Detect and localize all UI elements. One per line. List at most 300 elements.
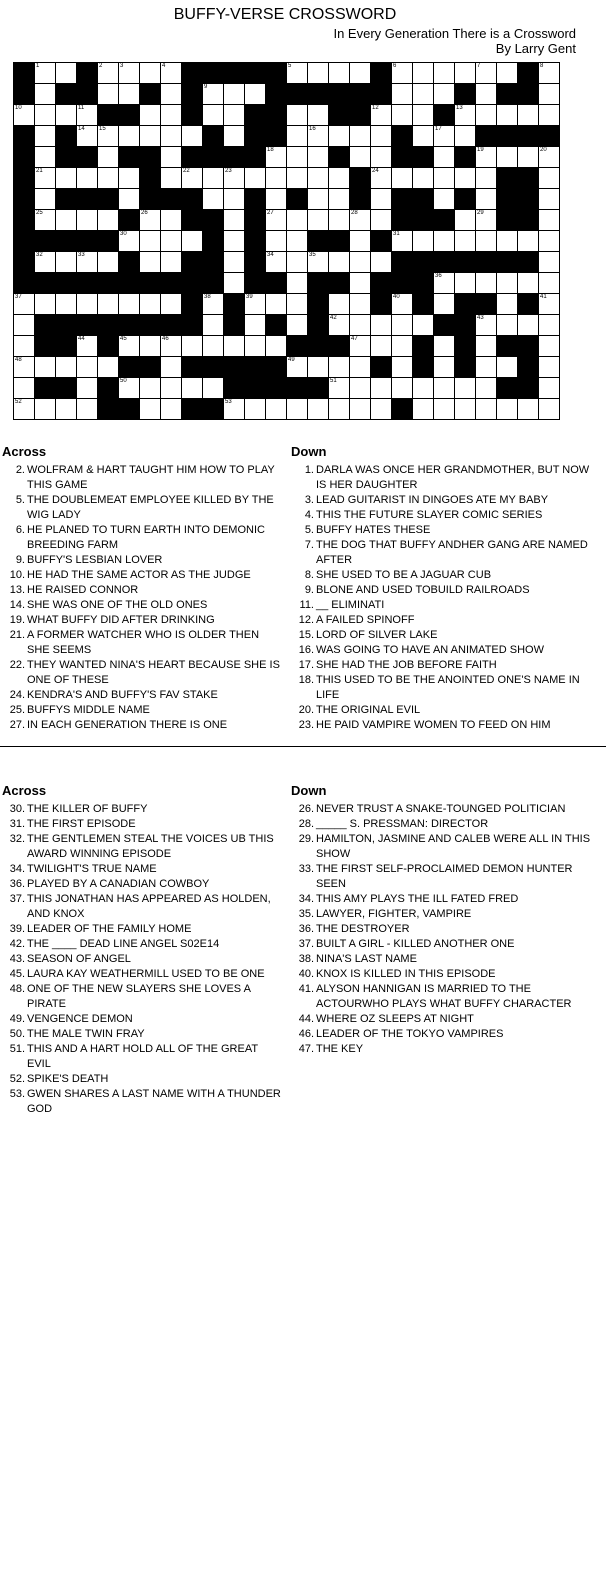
clue-text: A FAILED SPINOFF [316,614,415,626]
grid-cell [140,126,161,147]
grid-cell-black [245,63,266,84]
grid-cell-black [266,84,287,105]
grid-cell [434,399,455,420]
grid-cell [392,168,413,189]
grid-cell [119,378,140,399]
section-divider [0,746,606,747]
clue-number: 14. [9,599,25,611]
grid-cell [329,294,350,315]
clue-number: 16. [298,644,314,656]
clue-number: 36. [9,878,25,890]
clue-item [2,628,284,658]
grid-cell [266,210,287,231]
grid-cell [455,63,476,84]
grid-cell [35,399,56,420]
grid-cell-black [413,189,434,210]
clue-item [2,658,284,688]
clue-number: 34. [298,893,314,905]
grid-cell [476,357,497,378]
clue-item [2,688,284,703]
clue-number: 49. [9,1013,25,1025]
grid-cell [308,168,329,189]
grid-cell [77,126,98,147]
clue-text: PLAYED BY A CANADIAN COWBOY [27,878,210,890]
grid-cell-black [56,336,77,357]
grid-cell-black [140,357,161,378]
grid-cell [35,168,56,189]
clue-number: 51. [9,1043,25,1055]
clue-text: NINA'S LAST NAME [316,953,417,965]
grid-cell [434,273,455,294]
clue-text: SHE HAD THE JOB BEFORE FAITH [316,659,497,671]
grid-cell-black [56,231,77,252]
clue-item [2,463,284,493]
clue-item [291,718,591,733]
grid-cell [161,105,182,126]
grid-cell [371,189,392,210]
clue-number: 41. [298,983,314,995]
clue-number: 47. [298,1043,314,1055]
grid-cell-black [245,378,266,399]
grid-cell [392,231,413,252]
clue-item [2,1072,284,1087]
grid-cell [161,336,182,357]
clue-item [291,703,591,718]
grid-row [14,399,560,420]
clue-item [2,937,284,952]
grid-cell [350,378,371,399]
grid-cell [245,294,266,315]
grid-cell [119,168,140,189]
grid-cell [14,399,35,420]
clue-number: 12. [298,614,314,626]
grid-cell-black [434,252,455,273]
grid-cell-black [413,336,434,357]
grid-cell [476,147,497,168]
grid-cell [329,315,350,336]
clue-text: __ ELIMINATI [316,599,385,611]
grid-cell-black [413,357,434,378]
grid-cell-black [266,315,287,336]
grid-cell-black [203,210,224,231]
grid-cell [203,336,224,357]
grid-cell-black [35,336,56,357]
clue-number: 35. [298,908,314,920]
grid-cell-black [14,63,35,84]
grid-cell [182,231,203,252]
grid-cell [266,294,287,315]
clue-text: NEVER TRUST A SNAKE-TOUNGED POLITICIAN [316,803,566,815]
grid-cell [476,399,497,420]
grid-cell [35,105,56,126]
clue-number: 17. [298,659,314,671]
grid-cell-black [77,189,98,210]
grid-cell [203,189,224,210]
cell-number: 44 [78,336,85,342]
grid-cell [182,378,203,399]
clue-number: 9. [15,554,25,566]
grid-cell [14,357,35,378]
grid-cell [497,294,518,315]
clue-number: 5. [304,524,314,536]
grid-cell-black [224,63,245,84]
clue-item [291,952,591,967]
grid-cell-black [140,273,161,294]
author-line: By Larry Gent [495,41,576,56]
clue-item [291,892,591,907]
grid-cell [14,378,35,399]
cell-number: 27 [267,210,274,216]
grid-cell-black [245,357,266,378]
grid-cell [476,378,497,399]
grid-cell-black [14,231,35,252]
cell-number: 43 [477,315,484,321]
grid-cell [413,105,434,126]
grid-cell-black [350,168,371,189]
clue-number: 38. [298,953,314,965]
grid-cell-black [539,126,560,147]
grid-cell-black [224,147,245,168]
clue-item [291,493,591,508]
clue-text: A FORMER WATCHER WHO IS OLDER THEN SHE SEEMS [27,629,260,656]
grid-cell [434,84,455,105]
grid-cell [287,210,308,231]
grid-cell-black [392,189,413,210]
grid-cell-black [455,315,476,336]
grid-cell-black [119,315,140,336]
clue-number: 4. [304,509,314,521]
grid-cell-black [413,210,434,231]
grid-cell-black [14,273,35,294]
grid-cell [497,63,518,84]
grid-cell-black [224,315,245,336]
grid-cell [539,147,560,168]
clue-text: KNOX IS KILLED IN THIS EPISODE [316,968,496,980]
grid-cell [371,336,392,357]
clue-number: 48. [9,983,25,995]
grid-cell [182,336,203,357]
grid-cell [287,273,308,294]
grid-cell [455,168,476,189]
subtitle-line: In Every Generation There is a Crossword [333,26,576,41]
grid-cell [77,357,98,378]
grid-cell [329,252,350,273]
grid-cell [140,399,161,420]
cell-number: 6 [393,63,397,69]
grid-cell [245,315,266,336]
grid-cell [119,84,140,105]
grid-cell [413,231,434,252]
grid-cell [98,294,119,315]
grid-cell [56,63,77,84]
cell-number: 13 [456,105,463,111]
clue-number: 36. [298,923,314,935]
cell-number: 8 [540,63,544,69]
grid-cell-black [98,105,119,126]
down-heading: Down [291,783,327,798]
clue-number: 39. [9,923,25,935]
grid-cell [434,189,455,210]
grid-cell-black [98,189,119,210]
grid-cell-black [518,378,539,399]
grid-row [14,168,560,189]
cell-number: 48 [15,357,22,363]
grid-cell-black [497,252,518,273]
clue-number: 26. [298,803,314,815]
grid-cell-black [371,357,392,378]
cell-number: 30 [120,231,127,237]
grid-cell-black [77,147,98,168]
grid-cell-black [245,126,266,147]
grid-cell [539,315,560,336]
grid-cell-black [182,147,203,168]
cell-number: 3 [120,63,124,69]
grid-row [14,189,560,210]
grid-cell-black [245,231,266,252]
grid-cell [497,147,518,168]
down-clues-bottom [291,783,591,1057]
grid-cell [77,105,98,126]
grid-cell-black [182,252,203,273]
clue-number: 15. [298,629,314,641]
clue-text: LAURA KAY WEATHERMILL USED TO BE ONE [27,968,265,980]
cell-number: 41 [540,294,547,300]
clue-number: 3. [304,494,314,506]
clue-number: 20. [298,704,314,716]
grid-cell-black [329,147,350,168]
grid-cell [539,231,560,252]
grid-cell [161,147,182,168]
grid-cell [455,273,476,294]
grid-cell-black [56,273,77,294]
grid-cell [245,168,266,189]
clue-text: ONE OF THE NEW SLAYERS SHE LOVES A PIRATE [27,983,251,1010]
grid-cell [497,357,518,378]
grid-cell-black [329,273,350,294]
grid-cell [56,294,77,315]
clue-item [291,643,591,658]
grid-cell [539,189,560,210]
cell-number: 46 [162,336,169,342]
across-clues-bottom [2,783,284,1117]
clue-item [2,862,284,877]
grid-row [14,357,560,378]
clue-number: 27. [9,719,25,731]
grid-cell-black [371,84,392,105]
clue-number: 32. [9,833,25,845]
grid-cell [392,63,413,84]
cell-number: 5 [288,63,292,69]
clue-number: 50. [9,1028,25,1040]
grid-cell [98,210,119,231]
clue-text: THE MALE TWIN FRAY [27,1028,145,1040]
grid-cell [14,315,35,336]
grid-cell-black [518,336,539,357]
grid-cell-black [518,210,539,231]
clue-text: LEAD GUITARIST IN DINGOES ATE MY BABY [316,494,549,506]
grid-cell [518,231,539,252]
grid-cell [287,147,308,168]
clue-item [291,1012,591,1027]
grid-cell [308,252,329,273]
grid-row [14,378,560,399]
grid-cell-black [182,210,203,231]
grid-cell-black [392,210,413,231]
grid-cell-black [245,105,266,126]
grid-cell [203,315,224,336]
grid-cell [497,105,518,126]
grid-cell [539,252,560,273]
clue-item [291,1027,591,1042]
grid-cell-black [203,357,224,378]
grid-cell [308,210,329,231]
grid-row [14,84,560,105]
grid-cell-black [119,273,140,294]
clue-number: 37. [9,893,25,905]
grid-cell-black [392,399,413,420]
grid-cell [161,84,182,105]
cell-number: 34 [267,252,274,258]
clue-text: BLONE AND USED TOBUILD RAILROADS [316,584,530,596]
clue-item [291,907,591,922]
grid-row [14,126,560,147]
grid-cell-black [98,378,119,399]
grid-cell [350,273,371,294]
grid-row [14,210,560,231]
grid-cell-black [224,294,245,315]
clue-text: THIS JONATHAN HAS APPEARED AS HOLDEN, AND KNOX [27,893,271,920]
grid-cell-black [266,273,287,294]
grid-cell-black [308,315,329,336]
clue-number: 53. [9,1088,25,1100]
clue-item [291,538,591,568]
clue-item [291,523,591,538]
clue-number: 21. [9,629,25,641]
grid-cell [308,399,329,420]
clue-number: 46. [298,1028,314,1040]
grid-cell [119,336,140,357]
cell-number: 33 [78,252,85,258]
grid-row [14,105,560,126]
grid-cell-black [119,357,140,378]
grid-cell [14,105,35,126]
grid-cell [350,252,371,273]
grid-cell-black [413,273,434,294]
grid-cell [350,147,371,168]
grid-cell-black [329,105,350,126]
grid-cell-black [182,105,203,126]
clue-item [291,583,591,598]
clue-item [2,613,284,628]
grid-cell-black [350,84,371,105]
cell-number: 35 [309,252,316,258]
clue-text: THE GENTLEMEN STEAL THE VOICES UB THIS AWARD WINNING EPISODE [27,833,274,860]
grid-cell [35,84,56,105]
clue-item [2,922,284,937]
grid-cell [329,126,350,147]
down-clues-top [291,444,591,733]
grid-cell [14,294,35,315]
clue-item [291,568,591,583]
clue-item [291,922,591,937]
grid-cell [434,147,455,168]
grid-cell [224,273,245,294]
grid-cell-black [308,273,329,294]
clue-item [2,877,284,892]
grid-cell [161,294,182,315]
grid-cell [98,168,119,189]
cell-number: 37 [15,294,22,300]
grid-cell-black [98,273,119,294]
clue-text: THE FIRST SELF-PROCLAIMED DEMON HUNTER SEEN [316,863,573,890]
clue-text: DARLA WAS ONCE HER GRANDMOTHER, BUT NOW IS HER DAUGHTER [316,464,590,491]
clue-text: BUFFYS MIDDLE NAME [27,704,150,716]
cell-number: 29 [477,210,484,216]
clue-text: THE DOUBLEMEAT EMPLOYEE KILLED BY THE WIG LADY [27,494,274,521]
grid-cell-black [392,252,413,273]
cell-number: 17 [435,126,442,132]
grid-cell [476,231,497,252]
grid-cell [392,336,413,357]
grid-cell [287,294,308,315]
clue-item [2,718,284,733]
grid-cell [35,252,56,273]
grid-cell-black [371,231,392,252]
grid-cell-black [14,168,35,189]
clue-text: WHAT BUFFY DID AFTER DRINKING [27,614,215,626]
grid-cell [140,336,161,357]
grid-cell-black [350,189,371,210]
grid-cell [203,168,224,189]
cell-number: 28 [351,210,358,216]
grid-cell [350,126,371,147]
grid-cell-black [455,147,476,168]
grid-cell [371,399,392,420]
grid-cell [476,168,497,189]
clue-text: SEASON OF ANGEL [27,953,131,965]
grid-cell [140,105,161,126]
cell-number: 32 [36,252,43,258]
grid-cell [98,126,119,147]
grid-cell [434,357,455,378]
grid-cell [287,315,308,336]
grid-cell [434,168,455,189]
grid-cell [539,357,560,378]
grid-cell [392,378,413,399]
grid-cell [140,252,161,273]
grid-cell [140,210,161,231]
grid-cell [329,378,350,399]
clue-number: 30. [9,803,25,815]
grid-cell-black [392,147,413,168]
grid-cell-black [182,63,203,84]
grid-cell [539,399,560,420]
grid-cell-black [140,168,161,189]
grid-cell [455,231,476,252]
clue-text: HE RAISED CONNOR [27,584,139,596]
grid-cell-black [455,357,476,378]
cell-number: 11 [78,105,85,111]
grid-cell [77,336,98,357]
clue-item [291,802,591,817]
grid-cell [476,336,497,357]
grid-cell-black [119,210,140,231]
grid-cell [539,378,560,399]
grid-cell-black [14,126,35,147]
grid-cell [224,252,245,273]
grid-cell-black [98,231,119,252]
grid-cell-black [140,84,161,105]
